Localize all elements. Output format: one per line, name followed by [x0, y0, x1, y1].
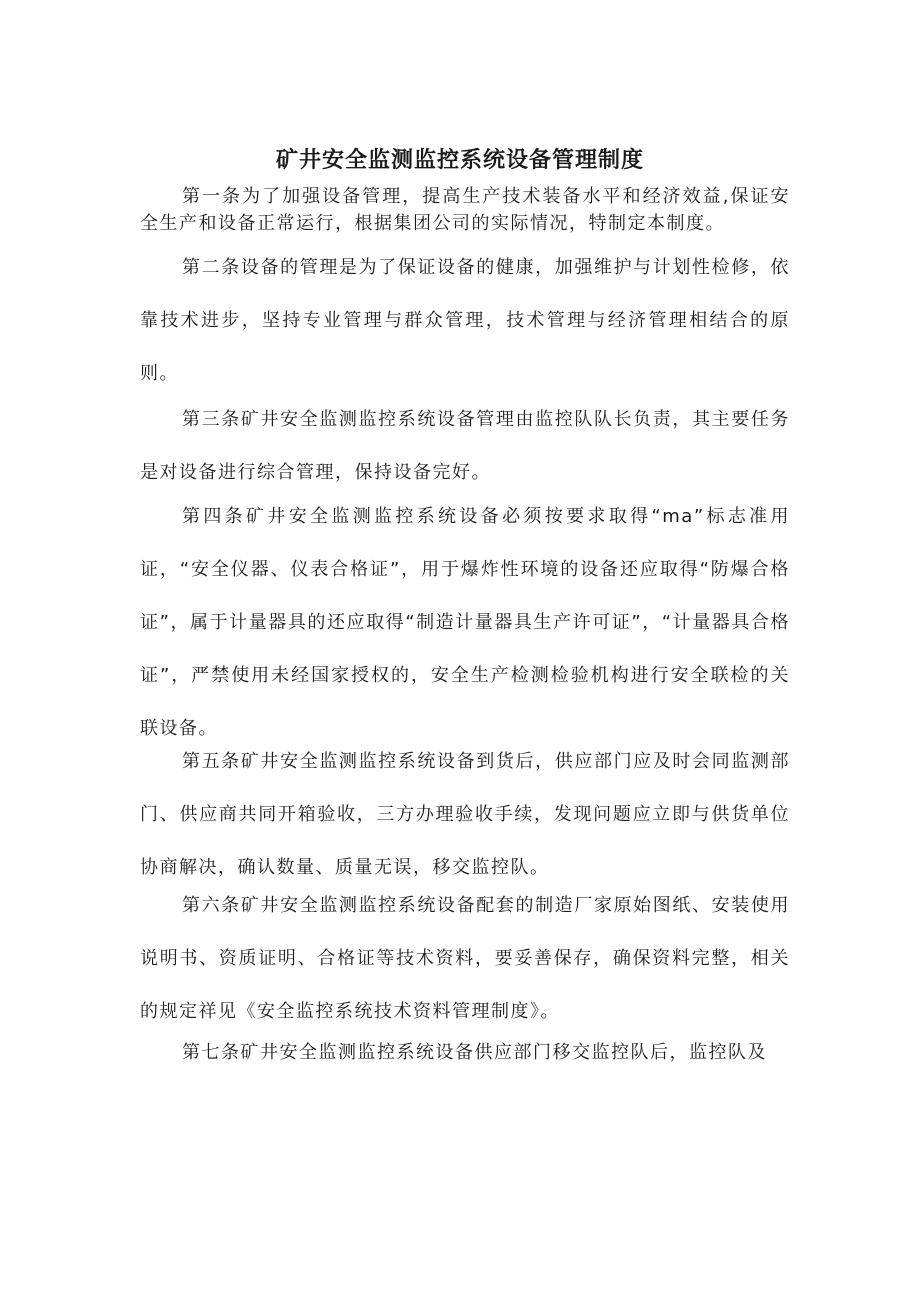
article-5: 第五条矿井安全监测监控系统设备到货后，供应部门应及时会同监测部门、供应商共同开箱验收，三方办理验收手续，发现问题应立即与供货单位协商解决，确认数量、质量无误，移交监控队。 [140, 751, 790, 878]
article-1: 第一条为了加强设备管理，提高生产技术装备水平和经济效益,保证安全生产和设备正常运行，根据集团公司的实际情况，特制定本制度。 [140, 186, 790, 234]
article-3: 第三条矿井安全监测监控系统设备管理由监控队队长负责，其主要任务是对设备进行综合管理，保持设备完好。 [140, 409, 790, 483]
article-6: 第六条矿井安全监测监控系统设备配套的制造厂家原始图纸、安装使用说明书、资质证明、合格证等技术资料，要妥善保存，确保资料完整，相关的规定祥见《安全监控系统技术资料管理制度》。 [140, 895, 790, 1022]
article-7: 第七条矿井安全监测监控系统设备供应部门移交监控队后，监控队及 [182, 1042, 767, 1063]
document-title: 矿井安全监测监控系统设备管理制度 [275, 147, 644, 173]
article-4: 第四条矿井安全监测监控系统设备必须按要求取得“ma”标志准用证，“安全仪器、仪表合格证”，用于爆炸性环境的设备还应取得“防爆合格证”，属于计量器具的还应取得“制造计量器具生产许可证”，“计量器具合格证”，严禁使用未经国家授权的，安全生产检测检验机构进行安全联检的关联设备。 [140, 506, 790, 739]
article-2: 第二条设备的管理是为了保证设备的健康，加强维护与计划性检修，依靠技术进步，坚持专业管理与群众管理，技术管理与经济管理相结合的原则。 [140, 257, 790, 384]
